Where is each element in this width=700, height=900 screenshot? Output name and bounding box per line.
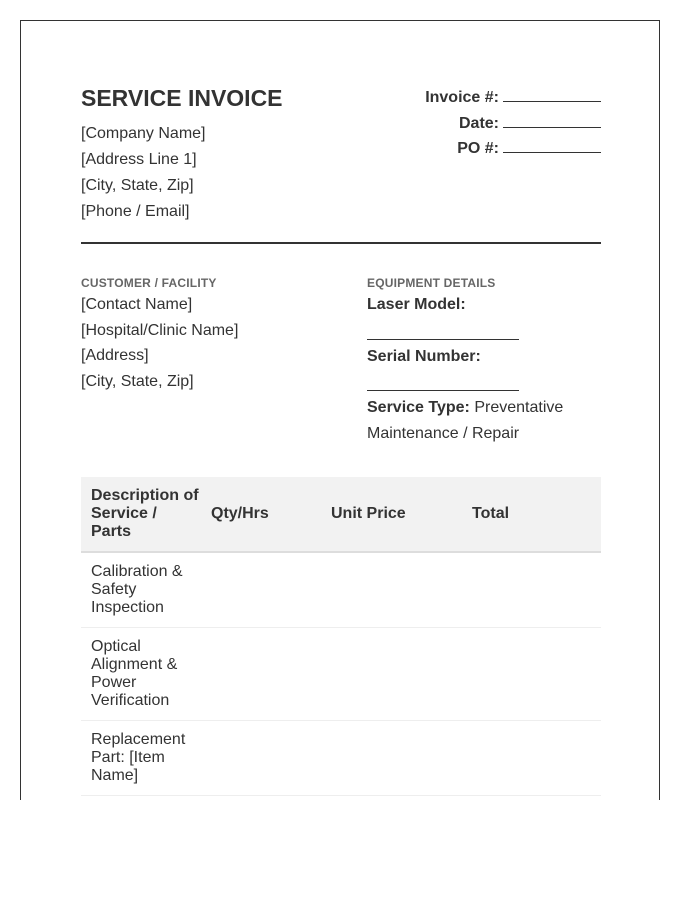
equipment-section (367, 276, 601, 446)
date-label: Date: (458, 114, 499, 132)
laser-model-label: Laser Model: (367, 296, 466, 313)
row-description: Optical Alignment & Power Verification (91, 638, 178, 709)
invoice-meta (425, 85, 601, 162)
service-type (367, 395, 601, 446)
customer-section (81, 276, 351, 394)
customer-contact-name: [Contact Name] (81, 296, 193, 313)
row-description: Calibration & Safety Inspection (91, 563, 183, 616)
table-row (81, 553, 601, 628)
column-header-total: Total (472, 505, 510, 522)
serial-number-field[interactable] (367, 369, 519, 391)
equipment-heading: EQUIPMENT DETAILS (367, 276, 496, 290)
company-info (81, 121, 206, 225)
customer-facility-name: [Hospital/Clinic Name] (81, 321, 239, 339)
customer-heading: CUSTOMER / FACILITY (81, 276, 217, 290)
invoice-number-row (425, 85, 601, 111)
po-label: PO #: (457, 140, 499, 157)
serial-number-label: Serial Number: (367, 347, 481, 365)
service-type-value: Preventative Maintenance / Repair (367, 399, 564, 442)
customer-city-state-zip: [City, State, Zip] (81, 372, 194, 390)
table-row (81, 721, 601, 796)
column-header-description: Description of Service / Parts (91, 487, 199, 540)
column-header-qty: Qty/Hrs (211, 505, 269, 522)
customer-address: [Address] (81, 347, 149, 364)
table-header (81, 477, 601, 553)
table-row (81, 628, 601, 721)
po-field[interactable] (503, 138, 601, 153)
services-table (81, 477, 601, 796)
header-divider (81, 242, 601, 244)
row-description: Replacement Part: [Item Name] (91, 731, 186, 784)
company-phone-email: [Phone / Email] (81, 203, 190, 220)
invoice-number-label: Invoice #: (425, 89, 499, 106)
date-field[interactable] (503, 113, 601, 128)
invoice-page (20, 20, 660, 800)
laser-model-field[interactable] (367, 318, 519, 340)
service-type-label: Service Type: (367, 399, 470, 416)
page-title: SERVICE INVOICE (81, 85, 283, 111)
date-row (425, 111, 601, 137)
column-header-unit-price: Unit Price (331, 505, 406, 522)
company-city-state-zip: [City, State, Zip] (81, 177, 194, 194)
po-row (425, 136, 601, 162)
company-address: [Address Line 1] (81, 151, 197, 168)
company-name: [Company Name] (81, 125, 206, 142)
invoice-number-field[interactable] (503, 87, 601, 102)
